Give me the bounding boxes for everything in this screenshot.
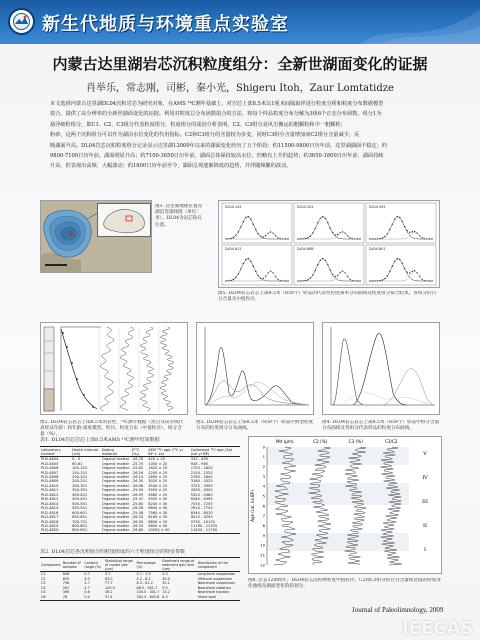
table-cell: -26.59: [131, 492, 144, 497]
table-cell: 100.0: [105, 585, 115, 590]
fit-panel: [222, 203, 292, 243]
table-cell: C5: [41, 590, 46, 595]
table-cell: -26.80: [131, 528, 148, 533]
table-cell: 37.4: [104, 595, 136, 600]
table-header-cell: Statistical range of modal size (µm): [104, 558, 136, 572]
fit-panel-label: DL04-145: [225, 205, 242, 209]
component-distribution-figure: [322, 322, 440, 415]
table-cell: 0.6: [84, 590, 90, 595]
table-cell: PLD-4820: [40, 528, 71, 533]
stage-label: III: [422, 499, 428, 505]
table-cell: -26.14: [131, 475, 144, 479]
figure-4-caption: 图4. DL04岩芯岩芯上部8.5米（859个）样品中组分含量分布曲线及各组分代表样品的粒度分布曲线。: [322, 420, 440, 432]
table-cell: PLD-4804: [41, 457, 59, 462]
fit-curve: [370, 259, 432, 281]
figure-6-caption: 图6. 过去12000年，DL04岩芯沉积物粒度中值粒径，C2和C3组分的百分含量和比值的时间变化曲线及湖面变化阶段划分。: [248, 578, 441, 590]
grain-size-fit-figure: [218, 200, 440, 288]
age-tick-label: 5: [262, 493, 265, 499]
table-cell: Shore load: [197, 595, 240, 600]
lab-title: 新生代地质与环境重点实验室: [42, 14, 289, 35]
table-cell: PLD-4809: [41, 479, 59, 484]
table-cell: 450-451: [72, 497, 88, 502]
table-cell: 4.2 - 8.1: [136, 576, 151, 581]
table-cell: 301.3 - 602.8: [136, 594, 160, 599]
fit-panel: [294, 203, 364, 243]
abstract-line: 粉砂，这两个沉积组分可以作为湖泊水位变化的代用指标。C2和C3组分的含量较为多变，同时C3组分含量增加而C2组分含量减少，反: [50, 132, 360, 139]
profile-column-label: C3 (%): [348, 439, 363, 444]
table-cell: Offshore suspension: [197, 576, 233, 581]
table-cell: PLD-4819: [41, 523, 59, 528]
table-cell: 0.7: [84, 572, 90, 576]
table-cell: 8340 - 8410: [190, 510, 213, 515]
fit-panel-label: DL04-455: [369, 205, 386, 209]
fit-panel-label: DL04-302: [297, 205, 314, 209]
age-tick-label: 3: [262, 473, 265, 479]
table-cell: 8.3 - 61.2: [136, 581, 153, 586]
abstract-line: 拟合，提供了高分辨率的全新世湖面变化的证据。利用对粒度总分布函数拟合的方法，将每个样品粒度分布分解为3组6个正态分布函数。组分1为: [50, 111, 382, 118]
table-header-cell: Laboratory number: [40, 447, 71, 457]
abstract-line: 悬浮细粒组分，即C1、C2、C3组分代表粒度组分。粒度组分的成因分析表明，C2、C3组分是风尘搬运的粗颗粒和中一粗颗粒；: [50, 121, 346, 128]
figure-2-caption: 图2. DL04岩芯岩芯上部8.5米的岩性，¹⁴C测年数据（黑点及误差线代表样品年龄）和年龄-深度模型。粒径、粒度分布（中值粒径）、组分含量（%）。: [40, 420, 184, 438]
age-tick-label: 10: [260, 542, 265, 548]
table-header-cell: Calibrated ¹⁴C age (2σ) (cal yr BP): [190, 447, 240, 457]
table-cell: PLD-4808: [41, 475, 59, 479]
table-header-cell: Component: [40, 558, 62, 572]
map-inset: [97, 203, 151, 237]
table-cell: 7565 ± 30: [148, 510, 168, 515]
table-cell: -26.78: [131, 457, 144, 462]
table-cell: PLD-4811: [41, 488, 59, 493]
fit-panels-svg: [219, 201, 439, 287]
data-point: [335, 276, 336, 277]
table-cell: 6265 - 6395: [190, 497, 213, 502]
age-tick-label: 6: [262, 503, 265, 509]
data-point: [412, 231, 413, 232]
age-tick-label: 7: [262, 513, 265, 519]
component-curves-svg: [197, 323, 313, 414]
table-cell: 2.7: [84, 581, 90, 586]
table-cell: 3955 ± 25: [148, 488, 168, 493]
table-cell: Organic matter: [101, 488, 130, 493]
table-1-title: 表1. DL04岩芯岩芯上部8.5米AMS ¹⁴C测年结果数据: [40, 437, 160, 443]
table-cell: 333 - 495: [190, 457, 209, 462]
table-cell: 846: [62, 572, 70, 576]
table-cell: Organic matter: [101, 457, 130, 462]
table-cell: C2: [41, 576, 46, 581]
table-cell: Organic matter: [101, 506, 130, 511]
table-cell: 60-61: [72, 461, 83, 466]
age-tick-label: 4: [262, 483, 265, 489]
depth-curve: [160, 327, 174, 411]
table-cell: Organic matter: [101, 479, 130, 484]
table-header-cell: Depth interval (cm): [71, 447, 101, 457]
table-cell: -25.80: [131, 501, 144, 506]
table-header-cell: Description of the component: [197, 558, 240, 572]
table-cell: -25.75: [131, 461, 144, 466]
table-cell: 150-151: [72, 470, 88, 475]
table-cell: 850-851: [71, 528, 101, 533]
table-cell: 261: [62, 585, 70, 590]
table-cell: PLD-4817: [41, 515, 59, 520]
fit-panel-label: DL04-801: [369, 247, 386, 251]
figure-3-caption: 图3. DL04岩芯岩芯上部8.5米（859个）样品中典型粒度分布的粒度组分分布曲线。: [196, 420, 314, 432]
data-point: [409, 272, 410, 273]
table-cell: PLD-4818: [41, 519, 59, 524]
table-cell: PLD-4816: [41, 510, 59, 515]
profile-column-label: C2 (%): [313, 439, 328, 444]
table-cell: 8840 ± 35: [148, 519, 168, 524]
table-cell: 2.3: [162, 572, 168, 576]
age-tick-label: 11: [260, 552, 265, 558]
table-cell: 700-701: [72, 519, 88, 524]
table-cell: PLD-4814: [41, 501, 59, 506]
data-point: [412, 271, 413, 272]
poster-title: 内蒙古达里湖岩芯沉积粒度组分：全新世湖面变化的证据: [52, 55, 428, 73]
lithology-figure: [40, 322, 188, 415]
table-cell: 0.7 - 1.9: [136, 572, 151, 576]
depth-curve: [120, 327, 134, 411]
table-cell: PLD-4812: [41, 492, 59, 497]
lithology-svg: [41, 323, 187, 414]
table-cell: 5320 - 5480: [190, 492, 213, 497]
table-cell: 35.1: [162, 581, 170, 586]
table-cell: 928 - 985: [190, 461, 209, 466]
stage-label: I: [424, 547, 426, 553]
table-header-cell: AMS ¹⁴C age (¹⁴C yr BP ± 1σ): [147, 447, 190, 457]
table-cell: -26.50: [131, 519, 144, 524]
abstract-line: 升高，但表现出高频、大幅波动；约1800日历年前至今，湖面呈现逐渐降低的趋势，并伴随频繁的波动。: [50, 163, 292, 170]
table-cell: 10050 ± 40: [147, 528, 190, 533]
table-header-cell: Dominant range of sediment gain size (µm): [161, 558, 196, 572]
table-cell: 8.3: [161, 595, 196, 600]
table-cell: 600-601: [72, 510, 88, 515]
fit-curve: [226, 271, 288, 281]
table-cell: 6840 ± 30: [148, 506, 168, 511]
table-cell: 13.2: [162, 590, 170, 595]
table-cell: 9850 ± 40: [148, 523, 168, 528]
table-header-cell: Dating material: [101, 447, 131, 457]
table-cell: 800-801: [72, 523, 88, 528]
table-2-title: 表2. DL04岩芯各沉积组分的粒度组成的六个粒度组分的特征参数: [40, 549, 186, 555]
table-cell: Nearshore traction: [197, 590, 230, 595]
time-series-profile-figure: [248, 436, 442, 574]
author-list: 肖举乐，常志刚，司彬，秦小光，Shigeru Itoh，Zaur Lomtatidze: [86, 83, 394, 94]
age-tick-label: 12: [260, 562, 265, 568]
depth-curve: [100, 327, 114, 411]
table-cell: 2760 - 2845: [190, 475, 213, 479]
fit-curve: [370, 217, 432, 239]
table-cell: 1050 ± 20: [148, 461, 168, 466]
table-cell: PLD-4806: [41, 466, 59, 471]
table-cell: 2690 ± 25: [148, 475, 168, 479]
data-point: [409, 232, 410, 233]
table-cell: 4.0: [84, 576, 90, 581]
fit-panel: [294, 245, 364, 285]
table-header-cell: δ¹³C (‰): [131, 447, 148, 457]
table-cell: 859: [62, 576, 70, 581]
table-cell: C6: [40, 595, 62, 600]
abstract-line: 本文选择内蒙古达里湖DL04沉积岩芯为研究对象，在AMS ¹⁴C测年基础上，对岩芯上部8.5米以1厘米间隔取样进行粒度分析和粒度分布数据模型: [50, 101, 384, 107]
watermark: IEECAS: [402, 618, 474, 639]
table-cell: Organic matter: [101, 510, 130, 515]
fit-panel: [366, 203, 436, 243]
table-cell: Nearshore saltation: [197, 585, 231, 590]
table-cell: Nearshore suspension: [197, 581, 236, 586]
table-header-cell: Content range (%): [83, 558, 104, 572]
fit-panel: [366, 245, 436, 285]
fit-curve: [370, 271, 432, 281]
table-cell: 3725 - 3900: [190, 483, 213, 488]
table-cell: PLD-4813: [41, 497, 59, 502]
table-cell: 420 ± 25: [148, 457, 165, 462]
table-cell: -26.28: [131, 506, 144, 511]
fit-curve: [370, 232, 432, 239]
age-tick-label: 2: [262, 464, 265, 470]
table-cell: 250-251: [72, 479, 88, 484]
table-cell: 30.4: [162, 576, 170, 581]
stage-label: IV: [422, 475, 428, 481]
table-cell: PLD-4807: [41, 470, 59, 475]
table-cell: 0 - 5: [72, 457, 81, 462]
table-cell: 550-551: [72, 506, 88, 511]
table-row: [40, 595, 240, 600]
profile-column-label: C3/C2: [384, 439, 398, 444]
table-cell: 78: [62, 595, 84, 600]
table-cell: 11190 - 11325: [190, 523, 218, 528]
fit-curve: [298, 217, 360, 239]
table-cell: C1: [41, 572, 46, 576]
table-cell: PLD-4805: [41, 461, 59, 466]
table-cell: 3020 ± 25: [148, 479, 168, 484]
component-curve-figure: [196, 322, 314, 415]
table-cell: Organic matter: [101, 475, 130, 479]
table-cell: C3: [41, 581, 46, 586]
table-cell: 2150 - 2320: [190, 470, 213, 475]
figure-5-caption: 图5. DL04岩芯岩芯上部8.5米（859个）样品的代表性粒度频率分布曲线及粒度组分拟合结果，各组分的百分含量及中值粒径。: [218, 291, 437, 303]
stage-label: V: [423, 451, 427, 457]
table-cell: 38.2: [105, 590, 113, 595]
profile-svg: [249, 437, 441, 573]
fit-panel: [222, 245, 292, 285]
table-cell: -26.33: [131, 515, 144, 520]
table-cell: 7030 - 7255: [190, 501, 213, 506]
table-cell: 8165 ± 35: [148, 515, 168, 520]
table-cell: 4680 ± 25: [148, 492, 168, 497]
table-cell: Organic matter: [101, 461, 130, 466]
table-cell: 798: [62, 581, 70, 586]
table-cell: 1820 ± 25: [148, 466, 168, 471]
banner-wave-graphic: [360, 0, 480, 44]
table-cell: Organic matter: [101, 466, 130, 471]
table-header-cell: Number of samples: [62, 558, 84, 572]
table-cell: PLD-4815: [41, 506, 59, 511]
table-cell: 66.5 - 901.7: [136, 585, 158, 590]
age-tick-label: 8: [262, 523, 265, 529]
table-cell: 5505 ± 30: [148, 497, 168, 502]
table-cell: 500-501: [72, 501, 88, 506]
table-cell: 11400 - 11750: [190, 528, 240, 533]
table-cell: 77.7: [105, 581, 113, 586]
table-cell: PLD-4810: [41, 483, 59, 488]
table-cell: 63.0: [105, 576, 113, 581]
component-parameters-table: [40, 557, 240, 607]
table-cell: 400-401: [72, 492, 88, 497]
table-cell: 9735 - 10155: [190, 519, 215, 524]
table-cell: C4: [41, 585, 46, 590]
table-cell: 300-301: [72, 483, 88, 488]
table-cell: 1705 - 1820: [190, 466, 213, 471]
table-cell: 100.0 - 301.7: [136, 590, 160, 595]
age-tick-label: 0: [262, 444, 265, 450]
table-cell: -25.82: [131, 466, 144, 471]
stage-label: II: [423, 523, 427, 529]
table-cell: -25.94: [131, 488, 144, 493]
table-cell: 3540 ± 25: [148, 483, 168, 488]
table-cell: -26.29: [131, 470, 144, 475]
table-cell: Organic matter: [101, 470, 130, 475]
age-tick-label: 9: [262, 532, 265, 538]
table-cell: Organic matter: [101, 501, 130, 506]
profile-column-label: Md (µm): [275, 439, 294, 444]
table-cell: 2205 ± 25: [148, 470, 168, 475]
fit-panel-label: DL04-612: [225, 247, 242, 251]
table-cell: 4300 - 4520: [190, 488, 213, 493]
journal-credit: Journal of Paleolimnology, 2009: [352, 606, 444, 614]
table-cell: 9015 - 9255: [190, 515, 213, 520]
abstract-line: 9800-7100日历年前，湖面明显升高；约7100-3650日历年前，湖面总体保持较高水位，但略有上升的趋势；约3650-1800日历年前，湖面持续: [50, 153, 384, 160]
fit-panel-label: DL04-688: [297, 247, 314, 251]
component-distribution-svg: [323, 323, 439, 414]
table-cell: -26.33: [131, 523, 144, 528]
core-site-marker: [69, 232, 72, 235]
depth-curve: [140, 327, 153, 411]
table-cell: Organic matter: [101, 483, 130, 488]
table-cell: 3160 - 3325: [190, 479, 213, 484]
table-cell: 7610 - 7725: [190, 506, 213, 511]
table-cell: 6245 ± 30: [148, 501, 168, 506]
table-cell: Organic matter: [101, 519, 130, 524]
age-axis-label: Age (cal. ka BP): [250, 490, 255, 522]
table-row: [40, 528, 240, 533]
table-cell: 100-101: [72, 466, 88, 471]
lab-logo-icon: [8, 8, 35, 35]
table-header-cell: Percentage (%): [136, 558, 162, 572]
table-cell: -25.47: [131, 497, 144, 502]
table-cell: 350-351: [72, 488, 88, 493]
table-cell: Organic matter: [101, 515, 130, 520]
figure-1-caption: 图1. 达里湖地理位置及湖泊等深线图（单位：米）。DL04为岩芯钻孔位置。: [155, 204, 203, 228]
fit-curve: [298, 259, 360, 281]
table-cell: 3.7: [105, 572, 111, 576]
table-cell: 396: [62, 590, 70, 595]
table-cell: Long-term suspension: [197, 572, 236, 576]
table-cell: -26.30: [131, 479, 144, 484]
age-tick-label: 1: [262, 454, 265, 460]
table-cell: 9.5: [162, 585, 168, 590]
table-cell: Organic matter: [101, 497, 130, 502]
header-banner: [0, 0, 480, 44]
table-cell: 200-201: [72, 475, 88, 479]
table-cell: -26.06: [131, 483, 144, 488]
table-cell: -25.58: [131, 510, 144, 515]
table-cell: Organic matter: [101, 492, 130, 497]
table-cell: 4.7: [84, 585, 90, 590]
abstract-text: [40, 99, 440, 172]
table-cell: Organic matter: [101, 528, 130, 533]
abstract-line: 映湖面升高。DL04岩芯沉积粒度组分记录显示达里湖12000年以来的湖面变化经历了五个阶段：约11500-9800日历年前，达里湖湖面不稳定；约: [50, 142, 388, 149]
table-cell: 0.4: [83, 595, 104, 600]
table-cell: 650-651: [72, 515, 88, 520]
lake-map-figure: [40, 200, 152, 273]
table-cell: Organic matter: [101, 523, 130, 528]
dating-results-table: [40, 446, 240, 544]
